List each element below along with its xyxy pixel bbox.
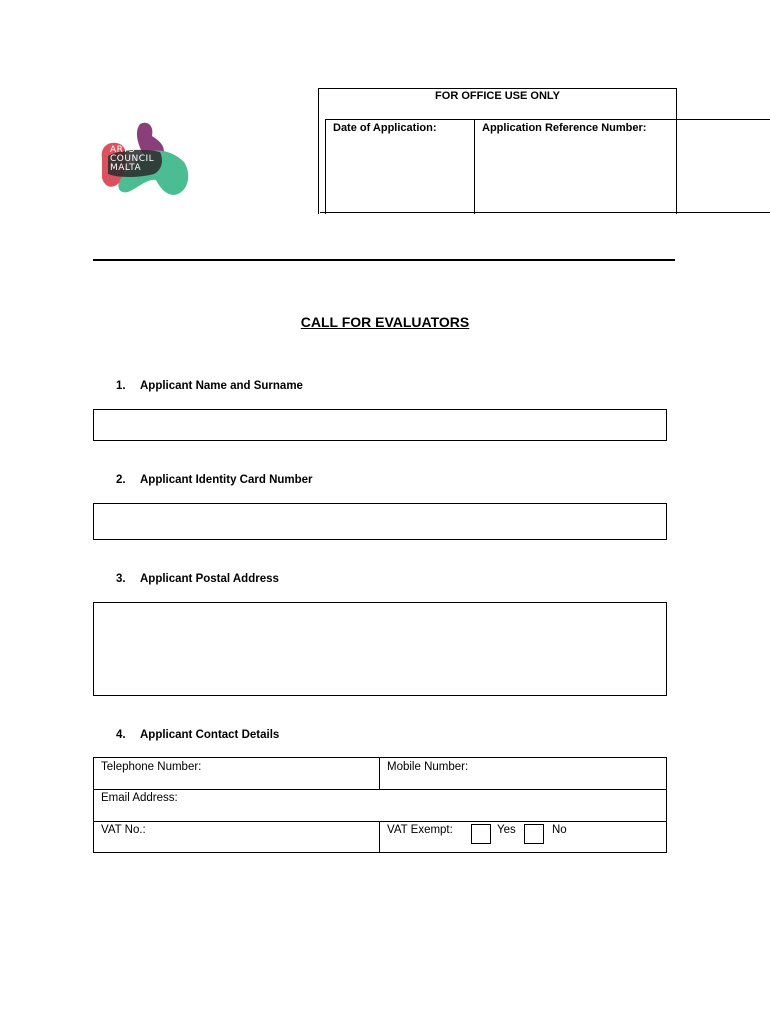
office-grid-line: [325, 119, 326, 214]
office-use-title: FOR OFFICE USE ONLY: [435, 90, 560, 102]
section-label: Applicant Name and Surname: [140, 380, 303, 392]
section-number: 3.: [116, 573, 126, 585]
table-column-divider: [379, 758, 380, 789]
table-row-divider: [94, 821, 666, 822]
vat-exempt-no-checkbox[interactable]: [524, 824, 544, 844]
vat-exempt-no-label: No: [552, 824, 567, 836]
vat-exempt-yes-label: Yes: [497, 824, 516, 836]
application-reference-label: Application Reference Number:: [482, 122, 647, 134]
table-row-divider: [94, 789, 666, 790]
vat-exempt-yes-checkbox[interactable]: [471, 824, 491, 844]
header-divider: [93, 259, 675, 261]
email-address-field[interactable]: Email Address:: [101, 792, 178, 804]
section-heading-name: [116, 380, 303, 392]
office-grid-line: [320, 212, 770, 213]
section-heading-contact-details: [116, 729, 279, 741]
office-grid-line: [474, 119, 475, 214]
section-label: Applicant Postal Address: [140, 573, 279, 585]
section-heading-postal-address: [116, 573, 279, 585]
vat-number-field[interactable]: VAT No.:: [101, 824, 146, 836]
section-label: Applicant Contact Details: [140, 729, 280, 741]
postal-address-field[interactable]: [93, 602, 667, 696]
office-use-box: [318, 88, 677, 214]
id-card-number-field[interactable]: [93, 503, 667, 540]
office-grid-line: [325, 119, 770, 120]
page-title: CALL FOR EVALUATORS: [300, 314, 470, 330]
table-column-divider: [379, 821, 380, 852]
mobile-number-field[interactable]: Mobile Number:: [387, 761, 469, 773]
telephone-number-field[interactable]: Telephone Number:: [101, 761, 202, 773]
name-surname-field[interactable]: [93, 409, 667, 441]
contact-details-table: [93, 757, 667, 853]
section-label: Applicant Identity Card Number: [140, 474, 313, 486]
section-heading-id-card: [116, 474, 313, 486]
section-number: 1.: [116, 380, 126, 392]
vat-exempt-label: VAT Exempt:: [387, 824, 453, 836]
office-grid-line: [676, 119, 677, 214]
logo-text: ARTS COUNCIL MALTA: [110, 145, 155, 173]
arts-council-malta-logo: [98, 118, 194, 200]
section-number: 4.: [116, 729, 126, 741]
date-of-application-label: Date of Application:: [333, 122, 437, 134]
section-number: 2.: [116, 474, 126, 486]
